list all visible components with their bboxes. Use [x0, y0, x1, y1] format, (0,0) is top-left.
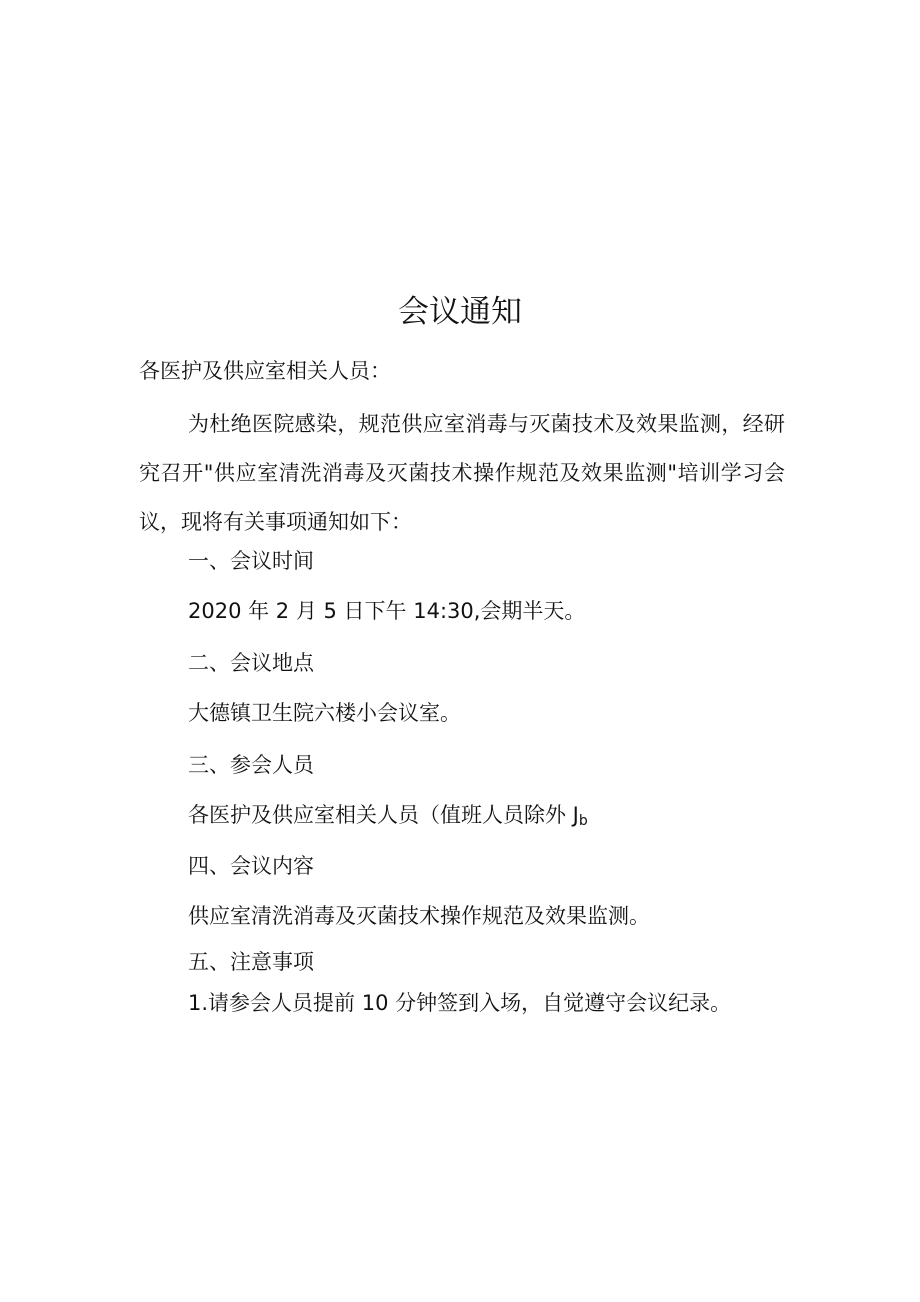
salutation: 各医护及供应室相关人员： — [139, 359, 391, 383]
section-content-notes: 1.请参会人员提前 10 分钟签到入场，自觉遵守会议纪录。 — [188, 991, 732, 1015]
section-heading-attendees: 三、参会人员 — [188, 753, 314, 777]
section-heading-time: 一、会议时间 — [188, 549, 314, 573]
section-heading-location: 二、会议地点 — [188, 651, 314, 675]
attendees-subscript: b — [578, 813, 588, 829]
section-content-location: 大德镇卫生院六楼小会议室。 — [188, 701, 461, 725]
intro-paragraph: 为杜绝医院感染，规范供应室消毒与灭菌技术及效果监测，经研究召开"供应室清洗消毒及灭菌技术操作规范及效果监测"培训学习会议，现将有关事项通知如下： — [139, 412, 785, 534]
section-content-content: 供应室清洗消毒及灭菌技术操作规范及效果监测。 — [188, 904, 650, 928]
section-content-attendees — [188, 800, 588, 836]
section-heading-notes: 五、注意事项 — [188, 950, 314, 974]
section-content-time: 2020 年 2 月 5 日下午 14:30,会期半天。 — [188, 599, 586, 623]
section-heading-content: 四、会议内容 — [188, 854, 314, 878]
document-title: 会议通知 — [398, 294, 522, 330]
attendees-text: 各医护及供应室相关人员（值班人员除外 J — [188, 803, 579, 827]
